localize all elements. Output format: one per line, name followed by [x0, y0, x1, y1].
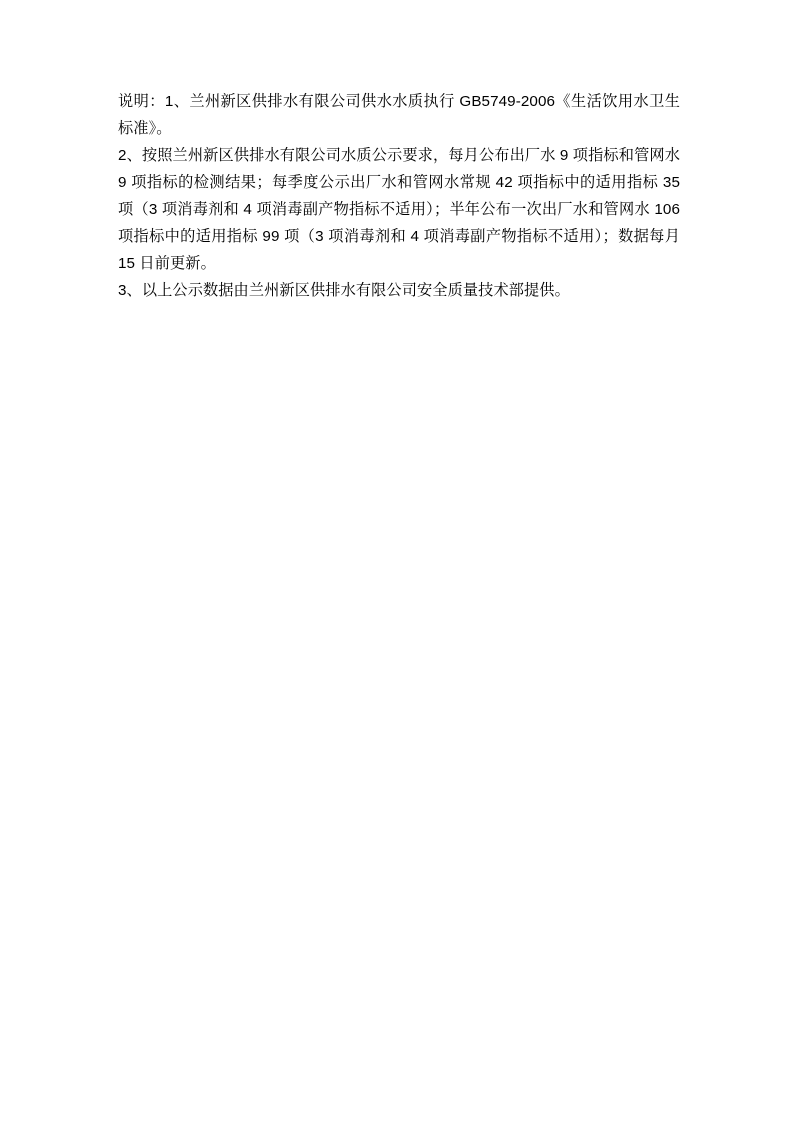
note-paragraph-1: 说明：1、兰州新区供排水有限公司供水水质执行 GB5749-2006《生活饮用水卫生标准》。	[118, 93, 680, 137]
note-paragraph-2: 2、按照兰州新区供排水有限公司水质公示要求，每月公布出厂水 9 项指标和管网水 9 项指标的检测结果；每季度公示出厂水和管网水常规 42 项指标中的适用指标 35 项（3 项消毒剂和 4 项消毒副产物指标不适用）；半年公布一次出厂水和管网水 106 项指标中的适用指标 99 项（3 项消毒剂和 4 项消毒副产物指标不适用）；数据每月 15 日前更新。	[118, 147, 680, 272]
note-paragraph-3: 3、以上公示数据由兰州新区供排水有限公司安全质量技术部提供。	[118, 282, 570, 299]
notes-section	[118, 88, 680, 304]
